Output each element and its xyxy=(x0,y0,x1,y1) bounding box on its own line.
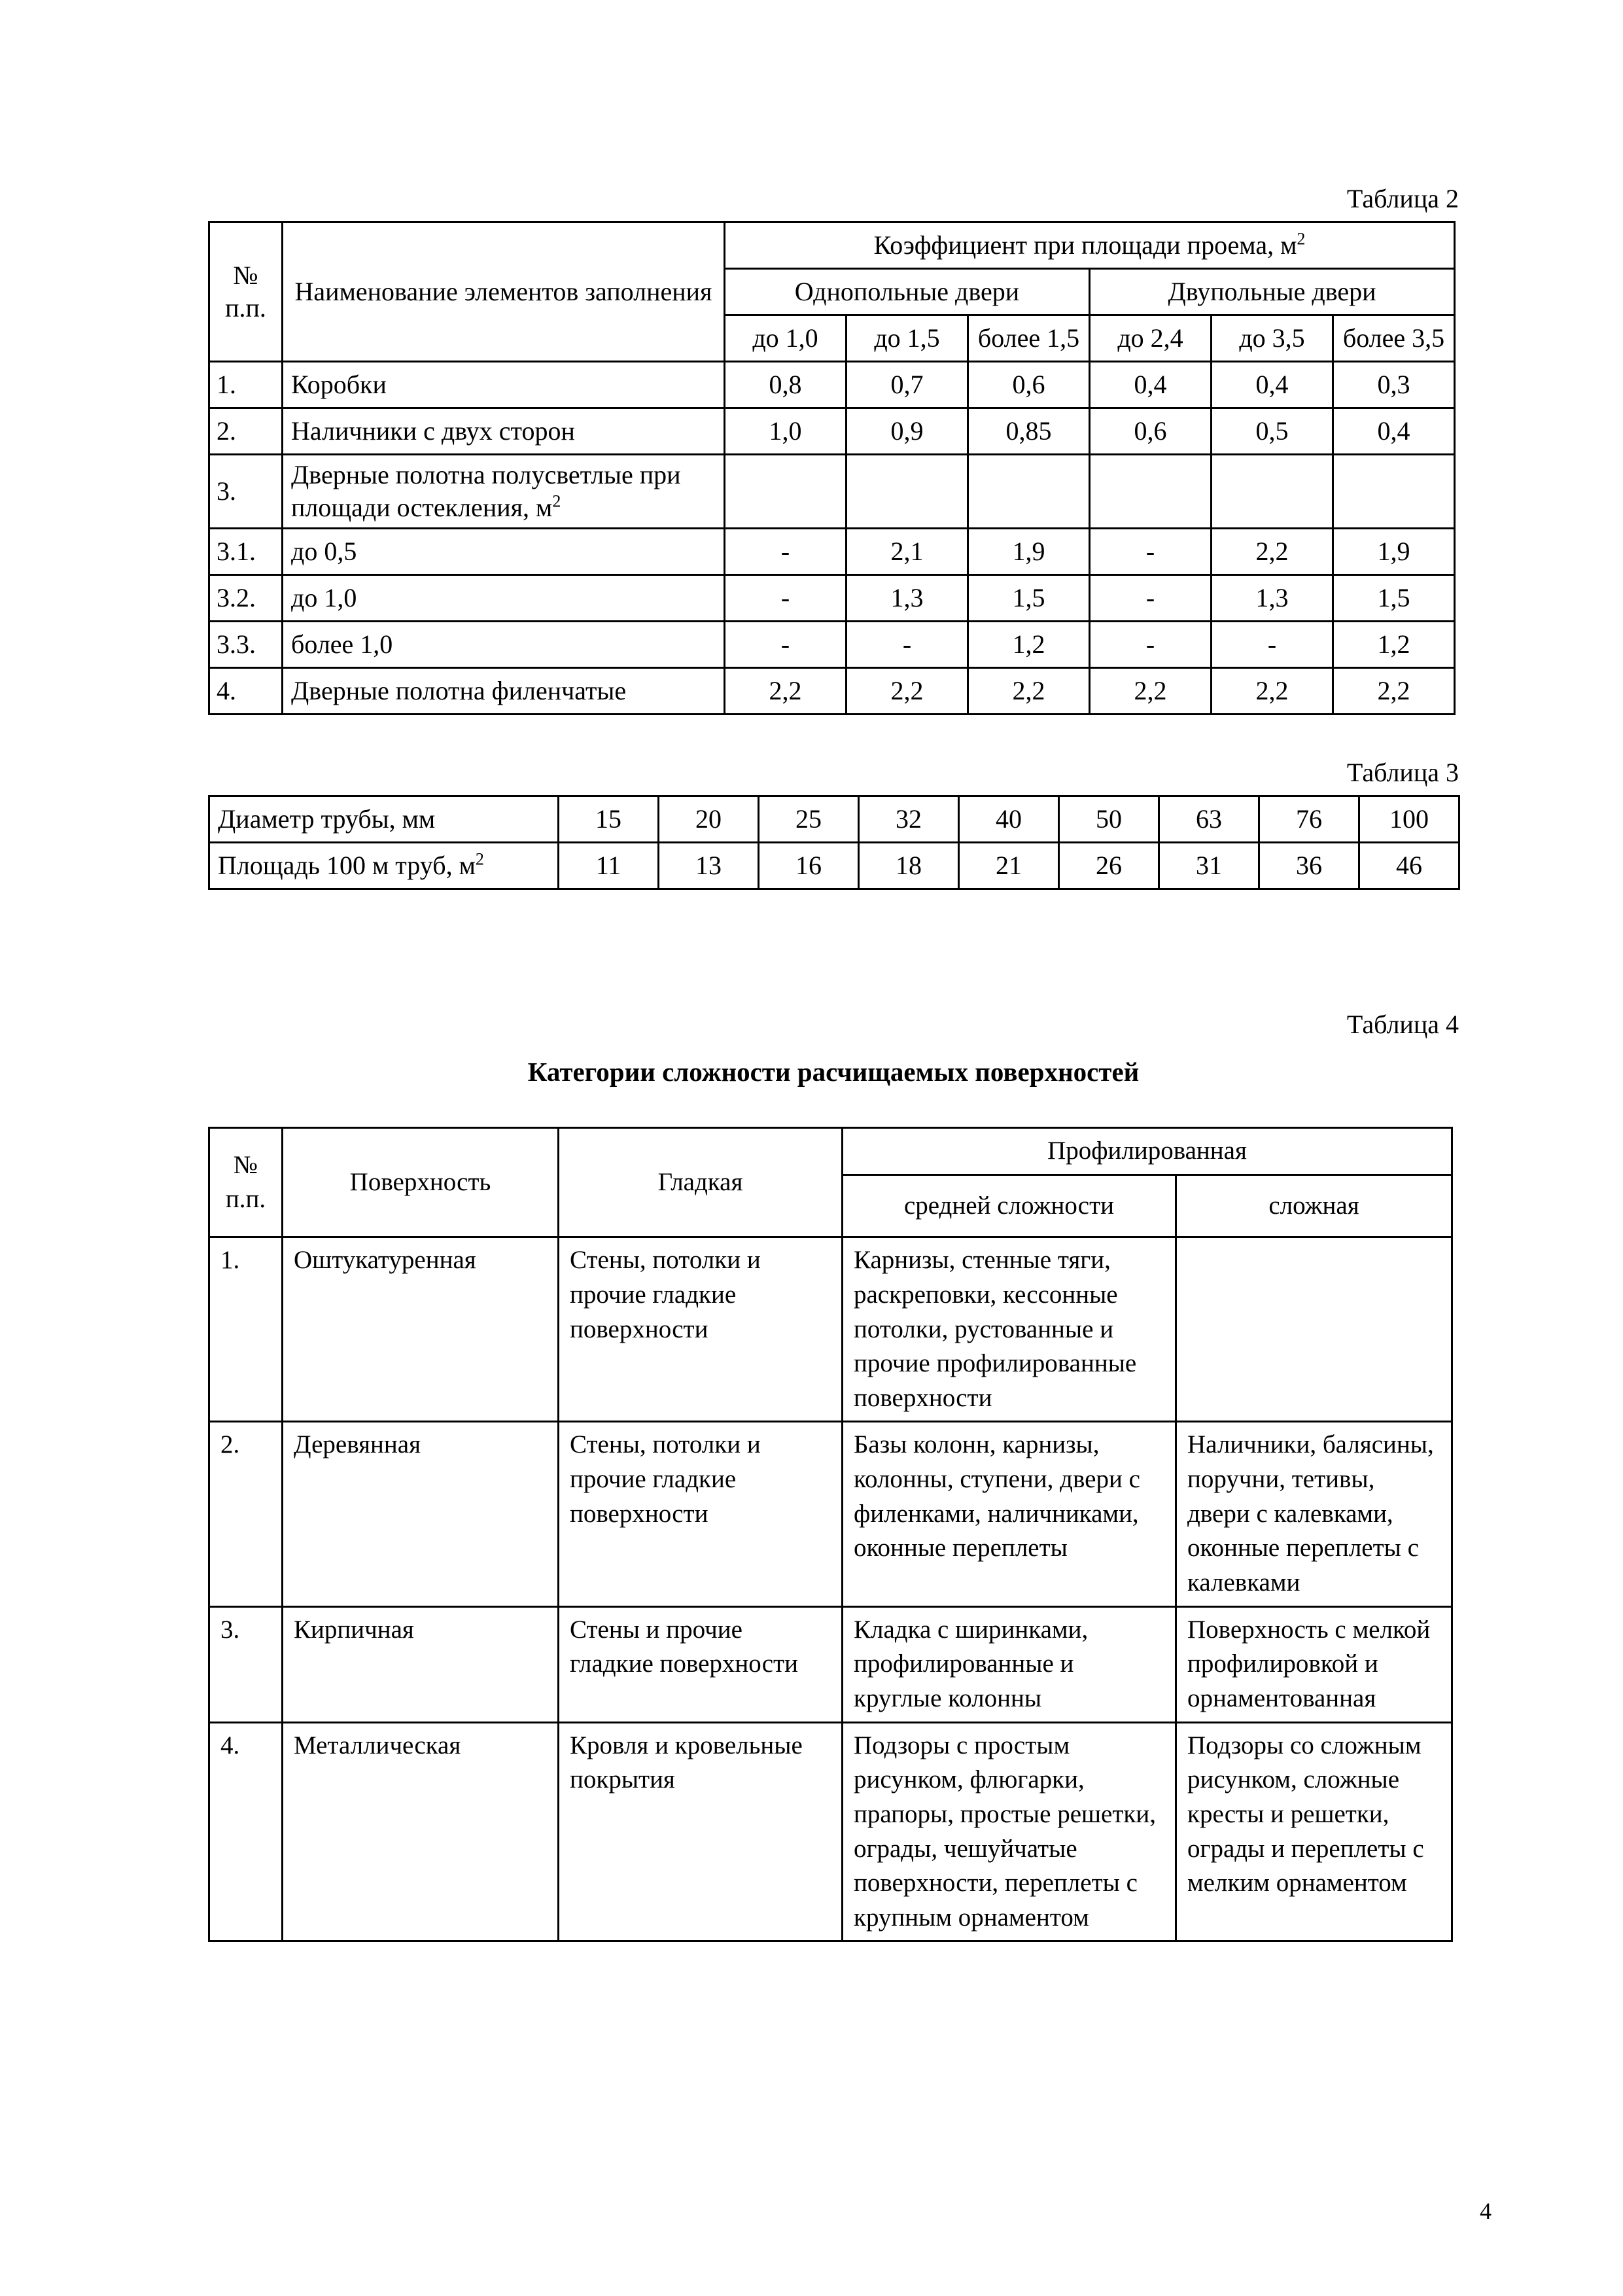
t2-header-num-line1: № xyxy=(233,260,258,290)
t2-value-cell xyxy=(1090,455,1212,529)
t4-complex-cell: Поверхность с мелкой профилировкой и орнаментованная xyxy=(1176,1606,1452,1722)
t3-value-cell: 40 xyxy=(959,796,1059,843)
t3-value-cell: 25 xyxy=(759,796,859,843)
t2-row-name-text: Дверные полотна полусветлые при площади остекления, м xyxy=(291,460,681,522)
t3-value-cell: 15 xyxy=(559,796,659,843)
t4-row-num: 4. xyxy=(209,1722,283,1941)
t3-row-label-text: Площадь 100 м труб, м xyxy=(218,851,476,880)
t3-value-cell: 20 xyxy=(659,796,759,843)
t2-value-cell: 0,4 xyxy=(1090,362,1212,408)
t2-value-cell: 0,4 xyxy=(1333,408,1455,455)
t2-row-name xyxy=(283,455,725,529)
t2-header-coef-sup: 2 xyxy=(1297,229,1306,249)
t2-value-cell xyxy=(725,455,846,529)
t2-value-cell: 2,2 xyxy=(1212,529,1333,575)
t2-value-cell: - xyxy=(1090,529,1212,575)
t2-col-header: более 3,5 xyxy=(1333,315,1455,362)
t2-row-name: до 0,5 xyxy=(283,529,725,575)
t2-value-cell: 0,7 xyxy=(846,362,968,408)
t2-header-single-doors: Однопольные двери xyxy=(725,269,1090,315)
t2-value-cell: 1,5 xyxy=(968,575,1090,622)
t2-value-cell: 1,2 xyxy=(1333,622,1455,668)
t4-complex-cell: Подзоры со сложным рисунком, сложные кресты и решетки, ограды и переплеты с мелким орнаментом xyxy=(1176,1722,1452,1941)
t3-value-cell: 31 xyxy=(1159,843,1259,889)
t2-value-cell: 2,1 xyxy=(846,529,968,575)
table4-surface-complexity xyxy=(208,1127,1453,1942)
t2-value-cell: 0,85 xyxy=(968,408,1090,455)
t2-row-name: до 1,0 xyxy=(283,575,725,622)
t2-row-name: Дверные полотна филенчатые xyxy=(283,668,725,715)
t2-value-cell: 1,9 xyxy=(1333,529,1455,575)
table-row xyxy=(209,1237,1452,1422)
t2-col-header: до 1,0 xyxy=(725,315,846,362)
table2-header-row-1 xyxy=(209,222,1455,269)
t2-value-cell: - xyxy=(725,575,846,622)
page-number: 4 xyxy=(1480,2198,1492,2224)
t2-value-cell: - xyxy=(725,529,846,575)
t2-col-header: до 1,5 xyxy=(846,315,968,362)
t4-smooth-cell: Стены и прочие гладкие поверхности xyxy=(559,1606,843,1722)
table-row xyxy=(209,1722,1452,1941)
t2-row-num: 4. xyxy=(209,668,283,715)
t2-row-num: 3.1. xyxy=(209,529,283,575)
t2-header-coef xyxy=(725,222,1455,269)
table-row xyxy=(209,622,1455,668)
table2-caption: Таблица 2 xyxy=(1346,184,1459,213)
t2-value-cell: 1,9 xyxy=(968,529,1090,575)
t4-header-num-line1: № xyxy=(233,1150,258,1179)
t3-value-cell: 100 xyxy=(1359,796,1459,843)
t2-value-cell: 1,2 xyxy=(968,622,1090,668)
table4-header-row-1 xyxy=(209,1128,1452,1175)
t2-value-cell: 1,3 xyxy=(846,575,968,622)
t4-row-num: 1. xyxy=(209,1237,283,1422)
t3-value-cell: 46 xyxy=(1359,843,1459,889)
t3-value-cell: 18 xyxy=(859,843,959,889)
t2-col-header: более 1,5 xyxy=(968,315,1090,362)
t2-row-name: Коробки xyxy=(283,362,725,408)
t3-value-cell: 13 xyxy=(659,843,759,889)
t4-header-medium: средней сложности xyxy=(843,1174,1176,1237)
t2-header-name: Наименование элементов заполнения xyxy=(283,222,725,362)
t2-row-num: 3.2. xyxy=(209,575,283,622)
table-row xyxy=(209,455,1455,529)
t2-col-header: до 3,5 xyxy=(1212,315,1333,362)
t2-col-header: до 2,4 xyxy=(1090,315,1212,362)
t2-value-cell: 0,5 xyxy=(1212,408,1333,455)
table-row xyxy=(209,362,1455,408)
t4-surface-cell: Металлическая xyxy=(283,1722,559,1941)
t2-value-cell: 1,5 xyxy=(1333,575,1455,622)
t2-value-cell: - xyxy=(1090,622,1212,668)
t2-row-num: 3.3. xyxy=(209,622,283,668)
t4-header-complex: сложная xyxy=(1176,1174,1452,1237)
t2-value-cell xyxy=(968,455,1090,529)
t2-value-cell: 0,8 xyxy=(725,362,846,408)
t4-medium-cell: Подзоры с простым рисунком, флюгарки, прапоры, простые решетки, ограды, чешуйчатые поверхности, переплеты с крупным орнаментом xyxy=(843,1722,1176,1941)
table-row xyxy=(209,668,1455,715)
t3-value-cell: 11 xyxy=(559,843,659,889)
t2-header-num-line2: п.п. xyxy=(225,293,266,323)
t2-row-name: Наличники с двух сторон xyxy=(283,408,725,455)
t2-value-cell xyxy=(1212,455,1333,529)
t2-value-cell: - xyxy=(1090,575,1212,622)
table-row xyxy=(209,1422,1452,1606)
t2-value-cell: - xyxy=(1212,622,1333,668)
t2-value-cell: 0,3 xyxy=(1333,362,1455,408)
table4-caption: Таблица 4 xyxy=(1346,1010,1459,1039)
t3-value-cell: 16 xyxy=(759,843,859,889)
table2-door-fill-coefficients xyxy=(208,221,1456,715)
t4-complex-cell xyxy=(1176,1237,1452,1422)
table-row xyxy=(209,575,1455,622)
t2-row-num: 1. xyxy=(209,362,283,408)
t2-value-cell: 2,2 xyxy=(1090,668,1212,715)
t2-value-cell xyxy=(1333,455,1455,529)
t2-row-name-sup: 2 xyxy=(552,491,561,511)
t3-row-label-sup: 2 xyxy=(475,849,484,869)
t2-value-cell xyxy=(846,455,968,529)
table-row xyxy=(209,408,1455,455)
t2-row-name: более 1,0 xyxy=(283,622,725,668)
t2-value-cell: 0,6 xyxy=(1090,408,1212,455)
t4-surface-cell: Оштукатуренная xyxy=(283,1237,559,1422)
t2-value-cell: - xyxy=(846,622,968,668)
t3-value-cell: 26 xyxy=(1059,843,1159,889)
t2-value-cell: 2,2 xyxy=(846,668,968,715)
table3-pipe-areas xyxy=(208,795,1460,890)
t2-header-double-doors: Двупольные двери xyxy=(1090,269,1455,315)
t3-value-cell: 63 xyxy=(1159,796,1259,843)
t2-value-cell: 2,2 xyxy=(725,668,846,715)
t3-value-cell: 76 xyxy=(1259,796,1359,843)
t4-medium-cell: Базы колонн, карнизы, колонны, ступени, двери с филенками, наличниками, оконные переплеты xyxy=(843,1422,1176,1606)
t4-smooth-cell: Стены, потолки и прочие гладкие поверхности xyxy=(559,1237,843,1422)
t2-value-cell: 0,9 xyxy=(846,408,968,455)
t4-smooth-cell: Стены, потолки и прочие гладкие поверхности xyxy=(559,1422,843,1606)
table-row xyxy=(209,1606,1452,1722)
table3-caption: Таблица 3 xyxy=(1346,758,1459,787)
t3-row-label xyxy=(209,843,559,889)
t2-value-cell: 2,2 xyxy=(968,668,1090,715)
t2-value-cell: - xyxy=(725,622,846,668)
t2-row-num: 2. xyxy=(209,408,283,455)
table4-title: Категории сложности расчищаемых поверхностей xyxy=(527,1057,1140,1087)
t2-value-cell: 2,2 xyxy=(1333,668,1455,715)
table-row xyxy=(209,529,1455,575)
t4-header-surface: Поверхность xyxy=(283,1128,559,1237)
t4-medium-cell: Кладка с ширинками, профилированные и круглые колонны xyxy=(843,1606,1176,1722)
t4-complex-cell: Наличники, балясины, поручни, тетивы, двери с калевками, оконные переплеты с калевками xyxy=(1176,1422,1452,1606)
t4-surface-cell: Кирпичная xyxy=(283,1606,559,1722)
t2-row-num: 3. xyxy=(209,455,283,529)
t4-row-num: 2. xyxy=(209,1422,283,1606)
t4-header-smooth: Гладкая xyxy=(559,1128,843,1237)
t2-value-cell: 1,0 xyxy=(725,408,846,455)
t3-value-cell: 36 xyxy=(1259,843,1359,889)
table-row xyxy=(209,843,1459,889)
t4-header-num-line2: п.п. xyxy=(225,1185,266,1214)
t2-value-cell: 0,4 xyxy=(1212,362,1333,408)
t4-header-num xyxy=(209,1128,283,1237)
t3-row-label: Диаметр трубы, мм xyxy=(209,796,559,843)
t4-medium-cell: Карнизы, стенные тяги, раскреповки, кессонные потолки, рустованные и прочие профилированные поверхности xyxy=(843,1237,1176,1422)
t4-smooth-cell: Кровля и кровельные покрытия xyxy=(559,1722,843,1941)
t3-value-cell: 21 xyxy=(959,843,1059,889)
t2-header-coef-text: Коэффициент при площади проема, м xyxy=(873,230,1297,260)
t4-header-profiled: Профилированная xyxy=(843,1128,1452,1175)
t4-surface-cell: Деревянная xyxy=(283,1422,559,1606)
t2-value-cell: 1,3 xyxy=(1212,575,1333,622)
t2-header-num xyxy=(209,222,283,362)
t3-value-cell: 50 xyxy=(1059,796,1159,843)
t3-value-cell: 32 xyxy=(859,796,959,843)
t2-value-cell: 2,2 xyxy=(1212,668,1333,715)
table-row xyxy=(209,796,1459,843)
t2-value-cell: 0,6 xyxy=(968,362,1090,408)
document-page xyxy=(208,0,1459,1942)
t4-row-num: 3. xyxy=(209,1606,283,1722)
